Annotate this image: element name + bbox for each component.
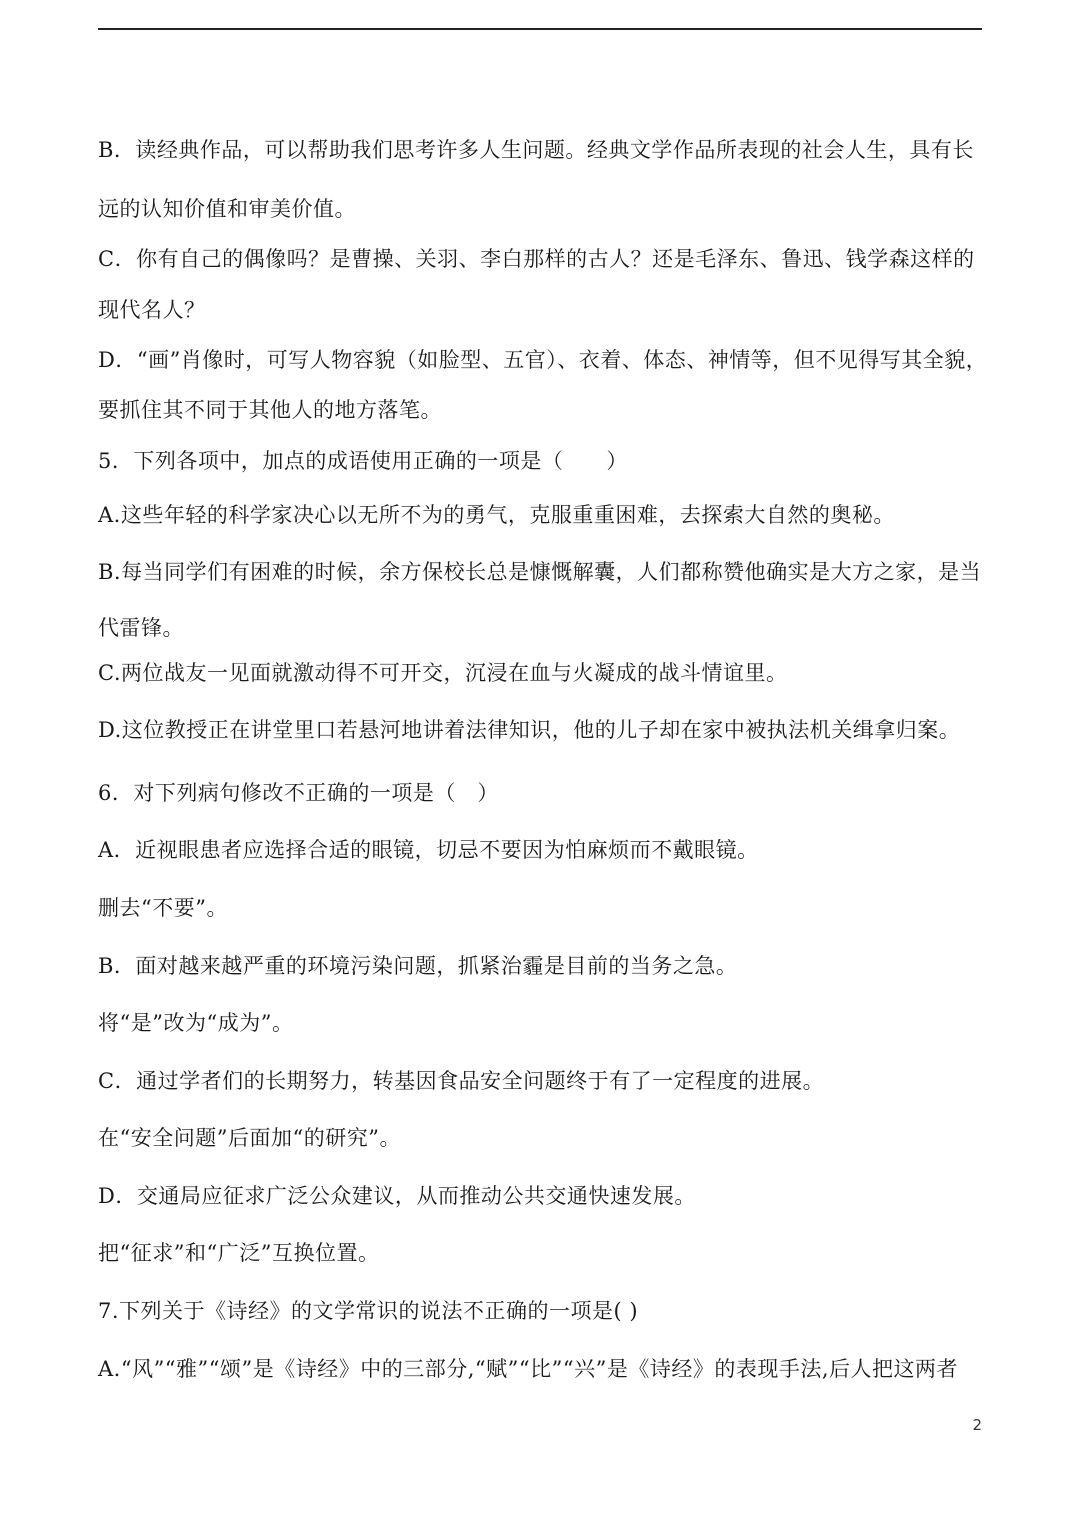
page-number: 2 [972, 1416, 982, 1434]
text-line: D．“画”肖像时，可写人物容貌（如脸型、五官）、衣着、体态、神情等，但不见得写其全貌， [98, 348, 988, 372]
text-line: C．通过学者们的长期努力，转基因食品安全问题终于有了一定程度的进展。 [98, 1069, 825, 1093]
text-line: A.“风”“雅”“颂”是《诗经》中的三部分,“赋”“比”“兴”是《诗经》的表现手法,后人把这两者 [98, 1357, 959, 1381]
text-line: B．面对越来越严重的环境污染问题，抓紧治霾是目前的当务之急。 [98, 954, 738, 978]
text-line: 现代名人？ [98, 298, 206, 322]
text-line: C．你有自己的偶像吗？是曹操、关羽、李白那样的古人？还是毛泽东、鲁迅、钱学森这样的 [98, 247, 975, 271]
text-line: A.这些年轻的科学家决心以无所不为的勇气，克服重重困难，去探索大自然的奥秘。 [98, 503, 895, 527]
text-line: B．读经典作品，可以帮助我们思考许多人生问题。经典文学作品所表现的社会人生，具有长 [98, 138, 974, 162]
text-line: A．近视眼患者应选择合适的眼镜，切忌不要因为怕麻烦而不戴眼镜。 [98, 838, 759, 862]
question-title: 5．下列各项中，加点的成语使用正确的一项是（ ） [98, 449, 628, 473]
text-line: 代雷锋。 [98, 616, 184, 640]
text-line: 把“征求”和“广泛”互换位置。 [98, 1241, 380, 1265]
text-line: 删去“不要”。 [98, 896, 228, 920]
header-rule [98, 28, 982, 30]
question-title: 6．对下列病句修改不正确的一项是（ ） [98, 781, 499, 805]
text-line: D．交通局应征求广泛公众建议，从而推动公共交通快速发展。 [98, 1184, 696, 1208]
text-line: 要抓住其不同于其他人的地方落笔。 [98, 398, 442, 422]
text-line: B.每当同学们有困难的时候，余方保校长总是慷慨解囊，人们都称赞他确实是大方之家，是当 [98, 560, 982, 584]
question-title: 7.下列关于《诗经》的文学常识的说法不正确的一项是( ) [98, 1299, 639, 1323]
text-line: D.这位教授正在讲堂里口若悬河地讲着法律知识，他的儿子却在家中被执法机关缉拿归案。 [98, 718, 961, 742]
text-line: 将“是”改为“成为”。 [98, 1011, 294, 1035]
text-line: C.两位战友一见面就激动得不可开交，沉浸在血与火凝成的战斗情谊里。 [98, 661, 788, 685]
text-line: 在“安全问题”后面加“的研究”。 [98, 1126, 401, 1150]
text-line: 远的认知价值和审美价值。 [98, 197, 356, 221]
